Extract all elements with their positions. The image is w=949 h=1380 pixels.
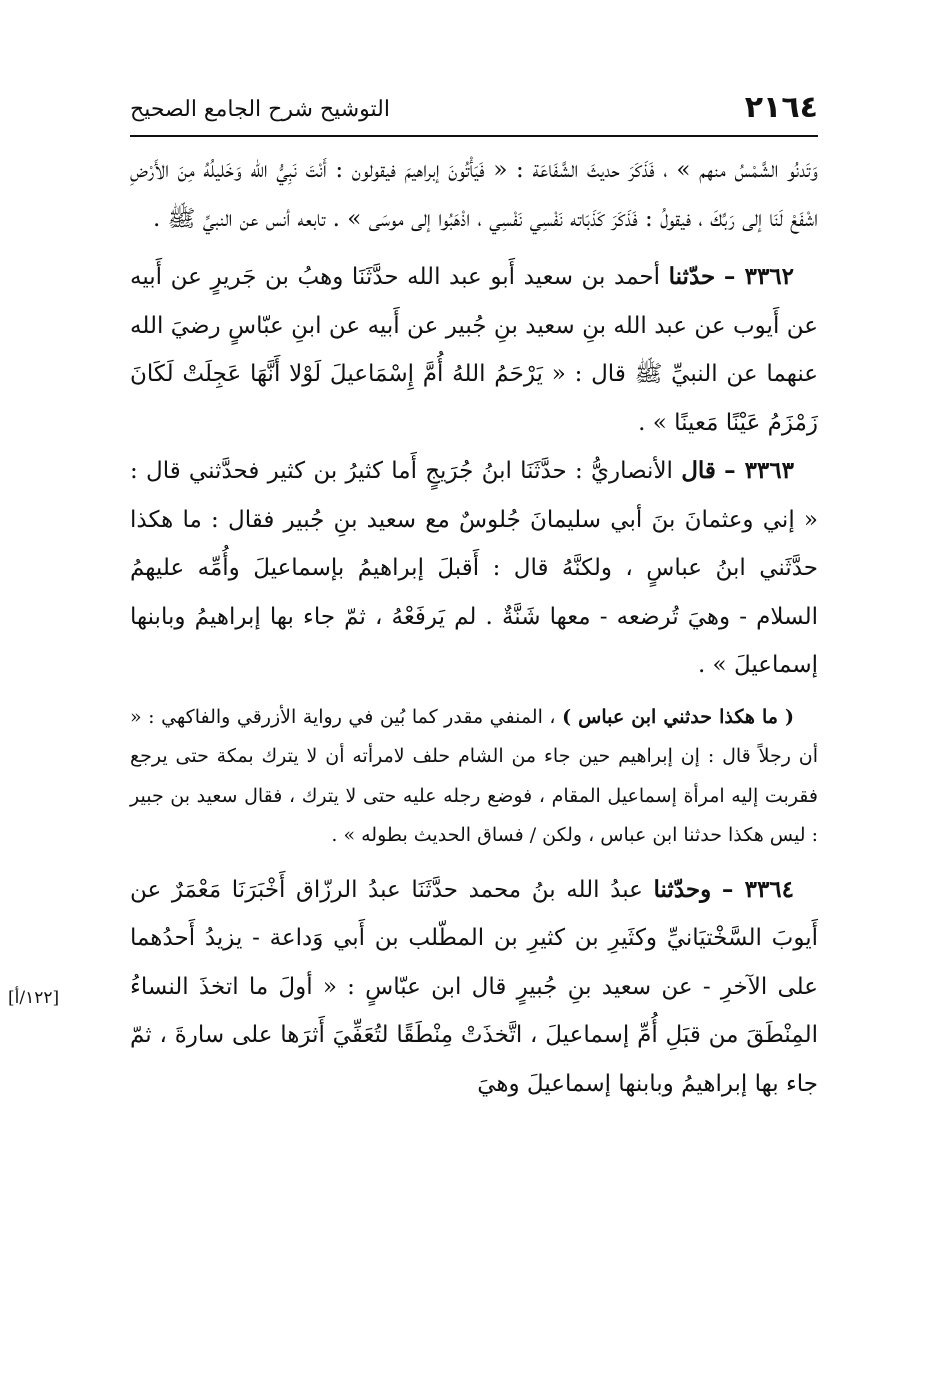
hadith-number: ٣٣٦٢ –: [723, 263, 795, 290]
page-header: [130, 88, 818, 132]
manuscript-folio-reference: [١٢٢/أ]: [8, 988, 60, 1008]
hadith-3363: [130, 447, 818, 690]
hadith-text: أحمد بن سعيد أَبو عبد الله حدَّثَنَا وهبُ بن جَريرٍ عن أَبيه عن أَيوب عن عبد الله بنِ سعيد بنِ جُبير عن أَبيه عن ابنِ عبّاسٍ رضيَ الله عنهما عن النبيِّ ﷺ قال : « يَرْحَمُ اللهُ أُمَّ إِسْمَاعيلَ لَوْلا أَنَّهَا عَجِلَتْ لَكَانَ زَمْزَمُ عَيْنًا مَعينًا » .: [130, 264, 818, 436]
hadith-text: عبدُ الله بنُ محمد حدَّثَنَا عبدُ الرزّاق أَخْبَرَنَا مَعْمَرٌ عن أَيوبَ السَّخْتيَانيِّ وكثَيرِ بن كثيرِ بن المطّلب بن أَبي وَداعة - يزيدُ أَحدُهما على الآخرِ - عن سعيد بنِ جُبيرٍ قال ابن عبّاسٍ : « أولَ ما اتخذَ النساءُ المِنْطَقَ من قبَلِ أُمِّ إسماعيلَ ، اتَّخذَتْ مِنْطَقًا لتُعَفِّيَ أَثرَها على سارةَ ، ثمّ جاء بها إبراهيمُ وبابنها إسماعيلَ وهيَ: [130, 876, 818, 1097]
hadith-lead-word: قال: [681, 457, 716, 484]
paragraph-continuation: [130, 146, 818, 243]
commentary-lemma: ( ما هكذا حدثني ابن عباس ): [562, 705, 795, 728]
hadith-number: ٣٣٦٣ –: [724, 457, 794, 484]
page-body: [130, 146, 818, 1108]
hadith-3362: [130, 253, 818, 447]
commentary-note: [130, 698, 818, 856]
paragraph-text: وَتَدنُو الشَّمْسُ منهم » ، فَذَكَرَ حديثَ الشَّفَاعَة : « فَيَأْتُونَ إبراهيمَ فيقولون : أَنْتَ نَبِيُّ الله وَخَليلُهُ مِنَ الأَرْضِ اشْفَعْ لَنَا إلى رَبِّكَ ، فيقولُ : فَذَكَرَ كَذَبَاته نَفْسِي نَفْسِي ، اذْهَبُوا إلى موسَى » . تابعه أنس عن النبيِّ ﷺ .: [130, 157, 818, 232]
running-title: التوشيح شرح الجامع الصحيح: [130, 97, 390, 122]
commentary-text: ، المنفي مقدر كما بُين في رواية الأزرقي والفاكهي : « أن رجلاً قال : إن إبراهيم حين جاء من الشام حلف لامرأته أن لا يترك بمكة حتى يرجع فقربت إليه امرأة إسماعيل المقام ، فوضع رجله عليه حتى لا يترك ، فقال سعيد بن جبير : ليس هكذا حدثنا ابن عباس ، ولكن / فساق الحديث بطوله » .: [130, 705, 818, 846]
page-number: ٢١٦٤: [744, 90, 818, 125]
hadith-3364: [130, 866, 818, 1109]
hadith-lead-word: حدّثنا: [668, 263, 716, 290]
hadith-text: الأنصاريُّ : حدَّثَنَا ابنُ جُرَيجٍ أَما كثيرُ بن كثير فحدَّثني قال : « إني وعثمانَ بنَ أبي سليمانَ جُلوسٌ مع سعيد بنِ جُبير فقال : ما هكذا حدَّثَني ابنُ عباسٍ ، ولكنَّهُ قال : أَقبلَ إبراهيمُ بإسماعيلَ وأُمِّه عليهمُ السلام - وهيَ تُرضعه - معها شَنَّةٌ . لم يَرفَعْهُ ، ثمّ جاء بها إبراهيمُ وبابنها إسماعيلَ » .: [130, 458, 818, 678]
header-rule: [130, 135, 818, 137]
hadith-lead-word: وحدّثنا: [653, 875, 712, 903]
hadith-number: ٣٣٦٤ –: [721, 875, 795, 903]
